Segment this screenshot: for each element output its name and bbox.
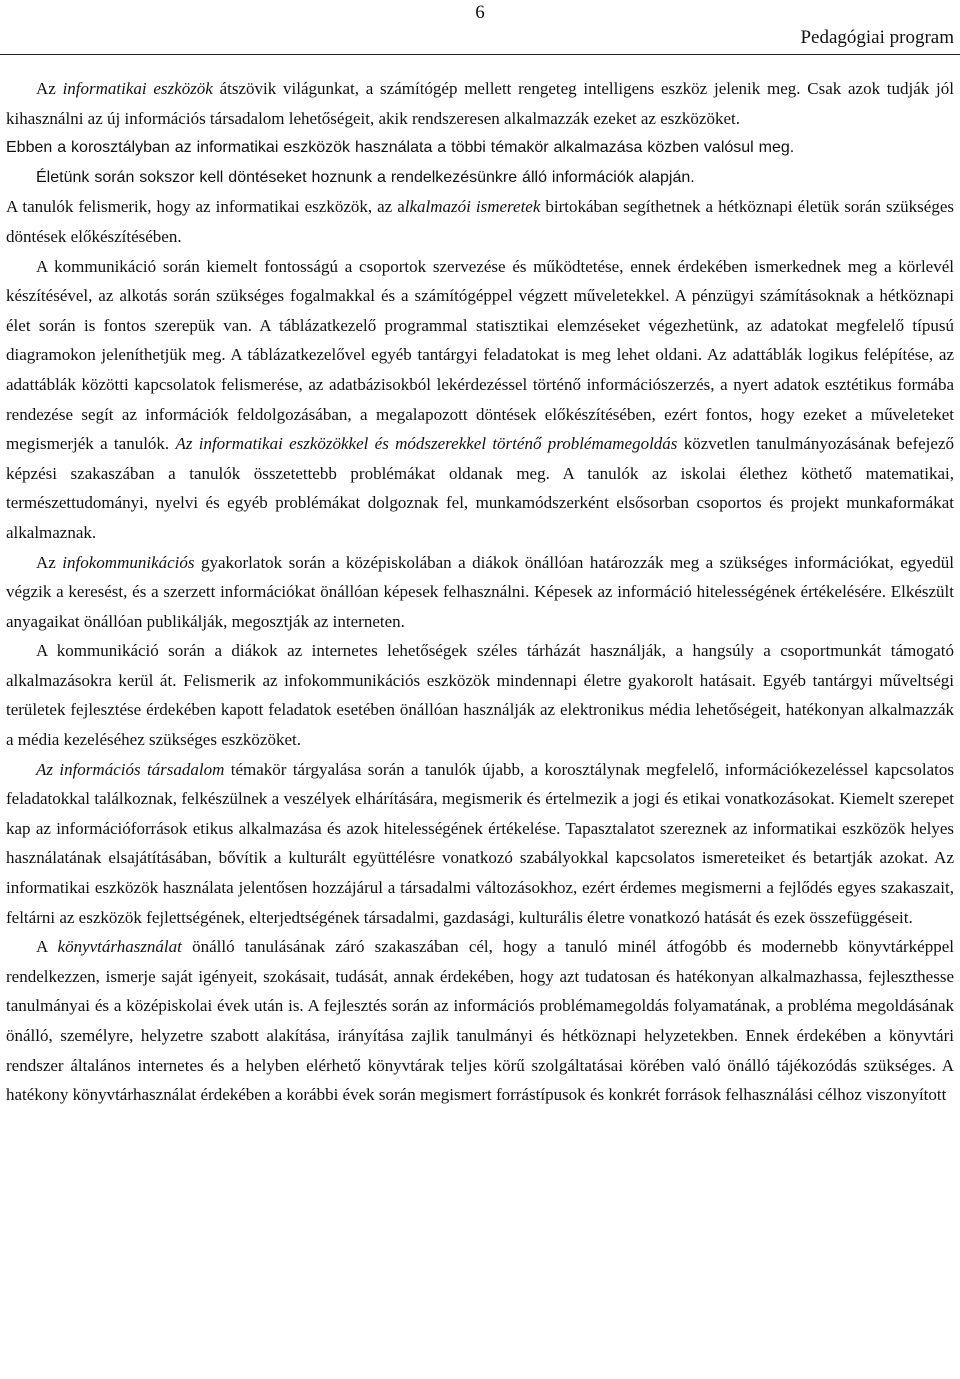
paragraph — [6, 74, 954, 133]
paragraph — [6, 636, 954, 754]
text-run: Életünk során sokszor kell döntéseket hoznunk a rendelkezésünkre álló információk alapján. — [36, 168, 695, 186]
document-body — [6, 74, 954, 1110]
text-run: közvetlen tanulmányozásának befejező képzési szakaszában a tanulók összetettebb problémákat oldanak meg. A tanulók az iskolai élethez köthető matematikai, természettudományi, nyelvi és egyéb problémákat dolgoznak fel, munkamódszerként elsősorban csoportos és projekt munkaformákat alkalmaznak. — [6, 434, 954, 542]
paragraph — [6, 755, 954, 933]
paragraph — [6, 192, 954, 251]
text-run: birtokában segíthetnek a hétköznapi életük során szükséges döntések előkészítésében. — [6, 197, 955, 246]
italic-term: informatikai eszközök — [62, 79, 213, 98]
text-run: Az — [36, 79, 63, 98]
text-run: A — [36, 937, 58, 957]
paragraph — [6, 252, 954, 548]
text-run: átszövik világunkat, a számítógép mellett rengeteg intelligens eszköz jelenik meg. Csak azok tudják jól kihasználni az új információs társadalom lehetőségeit, akik rendszeresen alkalmazzák ezeket az eszközöket. — [6, 79, 954, 128]
italic-term: Az informatikai eszközökkel és módszerekkel történő problémamegoldás — [175, 434, 678, 454]
text-run: Az — [36, 552, 63, 572]
header-divider — [0, 54, 960, 55]
italic-term: infokommunikációs — [62, 552, 195, 572]
text-run: A tanulók felismerik, hogy az informatikai eszközök, az a — [6, 197, 405, 217]
text-run: A kommunikáció során kiemelt fontosságú a csoportok szervezése és működtetése, ennek érdekében ismerkednek meg a körlevél készítésével, az alkotás során szükséges fogalmakkal és a számítógéppel végzett műveletekkel. A pénzügyi számításoknak a hétköznapi élet során is fontos szerepük van. A táblázatkezelő programmal statisztikai elemzéseket végezhetünk, az adatokat megfelelő típusú diagramokon jeleníthetjük meg. A táblázatkezelővel egyéb tantárgyi feladatokat is meg lehet oldani. Az adattáblák logikus felépítése, az adattáblák közötti kapcsolatok felismerése, az adatbázisokból lekérdezéssel történő információszerzés, a nyert adatok esztétikus formába rendezése segít az információk feldolgozásában, a megalapozott döntések előkészítésében, ezért fontos, hogy ezeket a műveleteket megismerjék a tanulók. — [6, 256, 954, 454]
text-run: A kommunikáció során a diákok az internetes lehetőségek széles tárházát használják, a hangsúly a csoportmunkát támogató alkalmazásokra kerül át. Felismerik az infokommunikációs eszközök mindennapi életre gyakorolt hatásait. Egyéb tantárgyi műveltségi területek fejlesztése érdekében kapott feladatok esetében önállóan használják az elektronikus média lehetőségeit, hatékonyan alkalmazzák a média kezeléséhez szükséges eszközöket. — [6, 641, 954, 750]
paragraph — [6, 163, 954, 193]
italic-term: Az információs társadalom — [36, 759, 225, 779]
italic-term: lkalmazói ismeretek — [404, 197, 541, 217]
paragraph — [6, 548, 954, 637]
page-number: 6 — [475, 2, 485, 23]
italic-term: könyvtárhasználat — [57, 937, 182, 957]
text-run: témakör tárgyalása során a tanulók újabb, a korosztálynak megfelelő, információkezeléssel kapcsolatos feladatokkal találkoznak, felkészülnek a veszélyek elhárítására, megismerik és értelmezik a jogi és etikai vonatkozásokat. Kiemelt szerepet kap az információforrások etikus alkalmazása és azok hitelességének értékelése. Tapasztalatot szereznek az informatikai eszközök helyes használatának elsajátításában, bővítik a kulturált együttélésre vonatkozó szabályokkal kapcsolatos ismereteiket és betartják azokat. Az informatikai eszközök használata jelentősen hozzájárul a társadalmi változásokhoz, ezért érdemes megismerni a fejlődés egyes szakaszait, feltárni az eszközök fejlettségének, elterjedtségének társadalmi, gazdasági, kulturális életre vonatkozó hatását és ezek összefüggéseit. — [6, 759, 954, 927]
text-run: gyakorlatok során a középiskolában a diákok önállóan határozzák meg a szükséges információkat, egyedül végzik a keresést, és a szerzett információkat önállóan képesek felhasználni. Képesek az információ hitelességének értékelésére. Elkészült anyagaikat önállóan publikálják, megosztják az interneten. — [6, 552, 955, 631]
running-header-title: Pedagógiai program — [800, 27, 954, 48]
text-run: Ebben a korosztályban az informatikai eszközök használata a többi témakör alkalmazása közben valósul meg. — [6, 139, 795, 157]
paragraph — [6, 133, 954, 163]
paragraph — [6, 932, 954, 1110]
text-run: önálló tanulásának záró szakaszában cél, hogy a tanuló minél átfogóbb és modernebb könyvtárképpel rendelkezzen, ismerje saját igényeit, szokásait, tudását, annak érdekében, hogy azt tudatosan és hatékonyan alkalmazhassa, fejleszthesse tanulmányai és a középiskolai évek után is. A fejlesztés során az információs problémamegoldás folyamatának, a probléma megoldásának önálló, személyre, helyzetre szabott alakítása, irányítása zajlik tanulmányi és hétköznapi helyzetekben. Ennek érdekében a könyvtári rendszer általános internetes és a helyben elérhető könyvtárak teljes körű szolgáltatásai körében való önálló tájékozódás szükséges. A hatékony könyvtárhasználat érdekében a korábbi évek során megismert forrástípusok és konkrét források felhasználási célhoz viszonyított — [6, 937, 954, 1105]
